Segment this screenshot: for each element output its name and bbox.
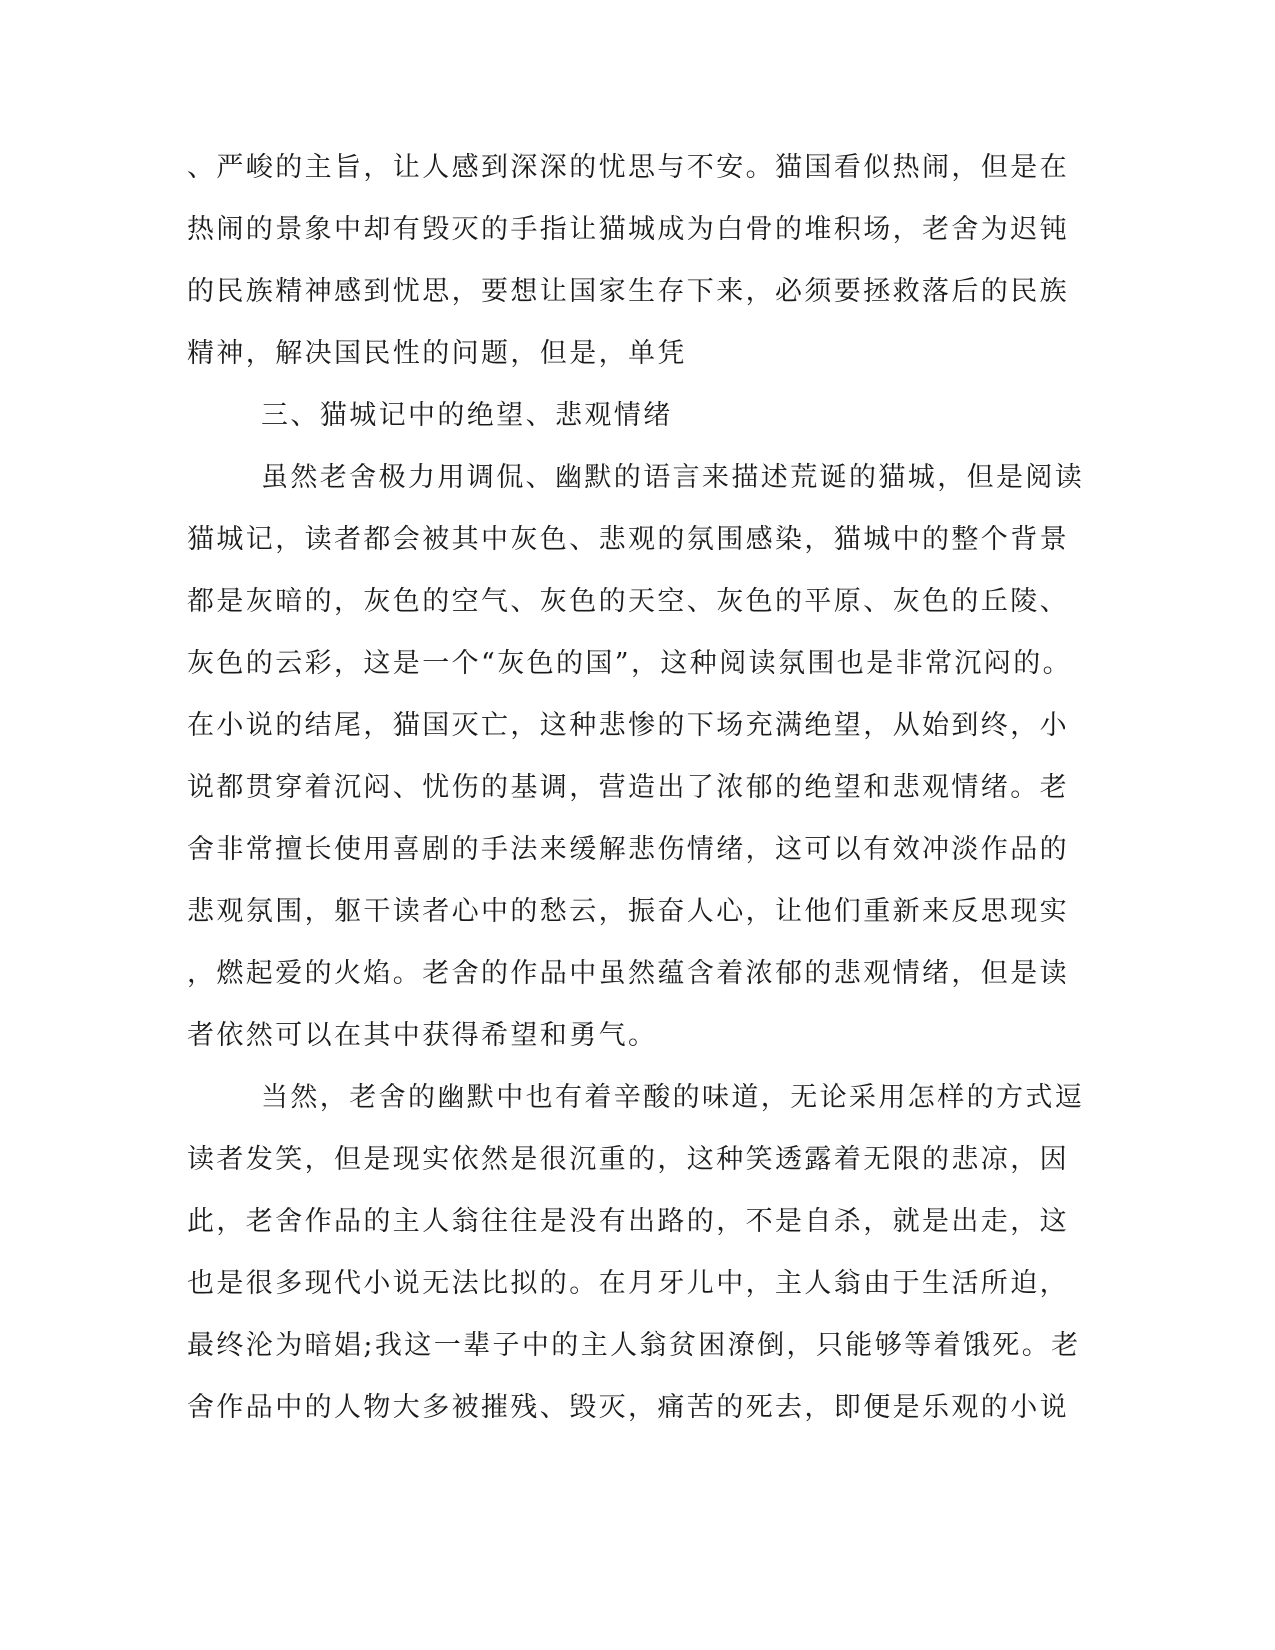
text-line: 者依然可以在其中获得希望和勇气。: [187, 1020, 658, 1051]
text-line: 灰色的云彩，这是一个“灰色的国”，这种阅读氛围也是非常沉闷的。: [187, 648, 1073, 679]
text-line: 读者发笑，但是现实依然是很沉重的，这种笑透露着无限的悲凉，因: [187, 1144, 1069, 1175]
text-line: 虽然老舍极力用调侃、幽默的语言来描述荒诞的猫城，但是阅读: [261, 462, 1085, 493]
text-line: 悲观氛围，躯干读者心中的愁云，振奋人心，让他们重新来反思现实: [187, 896, 1069, 927]
text-line: 猫城记，读者都会被其中灰色、悲观的氛围感染，猫城中的整个背景: [187, 524, 1069, 555]
text-line: 也是很多现代小说无法比拟的。在月牙儿中，主人翁由于生活所迫，: [187, 1268, 1069, 1299]
section-heading: 三、猫城记中的绝望、悲观情绪: [261, 400, 673, 431]
text-line: 说都贯穿着沉闷、忧伤的基调，营造出了浓郁的绝望和悲观情绪。老: [187, 772, 1069, 803]
text-line: 都是灰暗的，灰色的空气、灰色的天空、灰色的平原、灰色的丘陵、: [187, 586, 1069, 617]
text-line: 当然，老舍的幽默中也有着辛酸的味道，无论采用怎样的方式逗: [261, 1082, 1085, 1113]
text-line: 最终沦为暗娼;我这一辈子中的主人翁贫困潦倒，只能够等着饿死。老: [187, 1330, 1081, 1361]
text-line: 舍作品中的人物大多被摧残、毁灭，痛苦的死去，即便是乐观的小说: [187, 1392, 1069, 1423]
text-line: ，燃起爱的火焰。老舍的作品中虽然蕴含着浓郁的悲观情绪，但是读: [187, 958, 1069, 989]
text-line: 在小说的结尾，猫国灭亡，这种悲惨的下场充满绝望，从始到终，小: [187, 710, 1069, 741]
text-line: 热闹的景象中却有毁灭的手指让猫城成为白骨的堆积场，老舍为迟钝: [187, 214, 1069, 245]
text-line: 的民族精神感到忧思，要想让国家生存下来，必须要拯救落后的民族: [187, 276, 1069, 307]
text-line: 精神，解决国民性的问题，但是，单凭: [187, 338, 687, 369]
text-line: 、严峻的主旨，让人感到深深的忧思与不安。猫国看似热闹，但是在: [187, 152, 1069, 183]
text-line: 舍非常擅长使用喜剧的手法来缓解悲伤情绪，这可以有效冲淡作品的: [187, 834, 1069, 865]
text-line: 此，老舍作品的主人翁往往是没有出路的，不是自杀，就是出走，这: [187, 1206, 1069, 1237]
